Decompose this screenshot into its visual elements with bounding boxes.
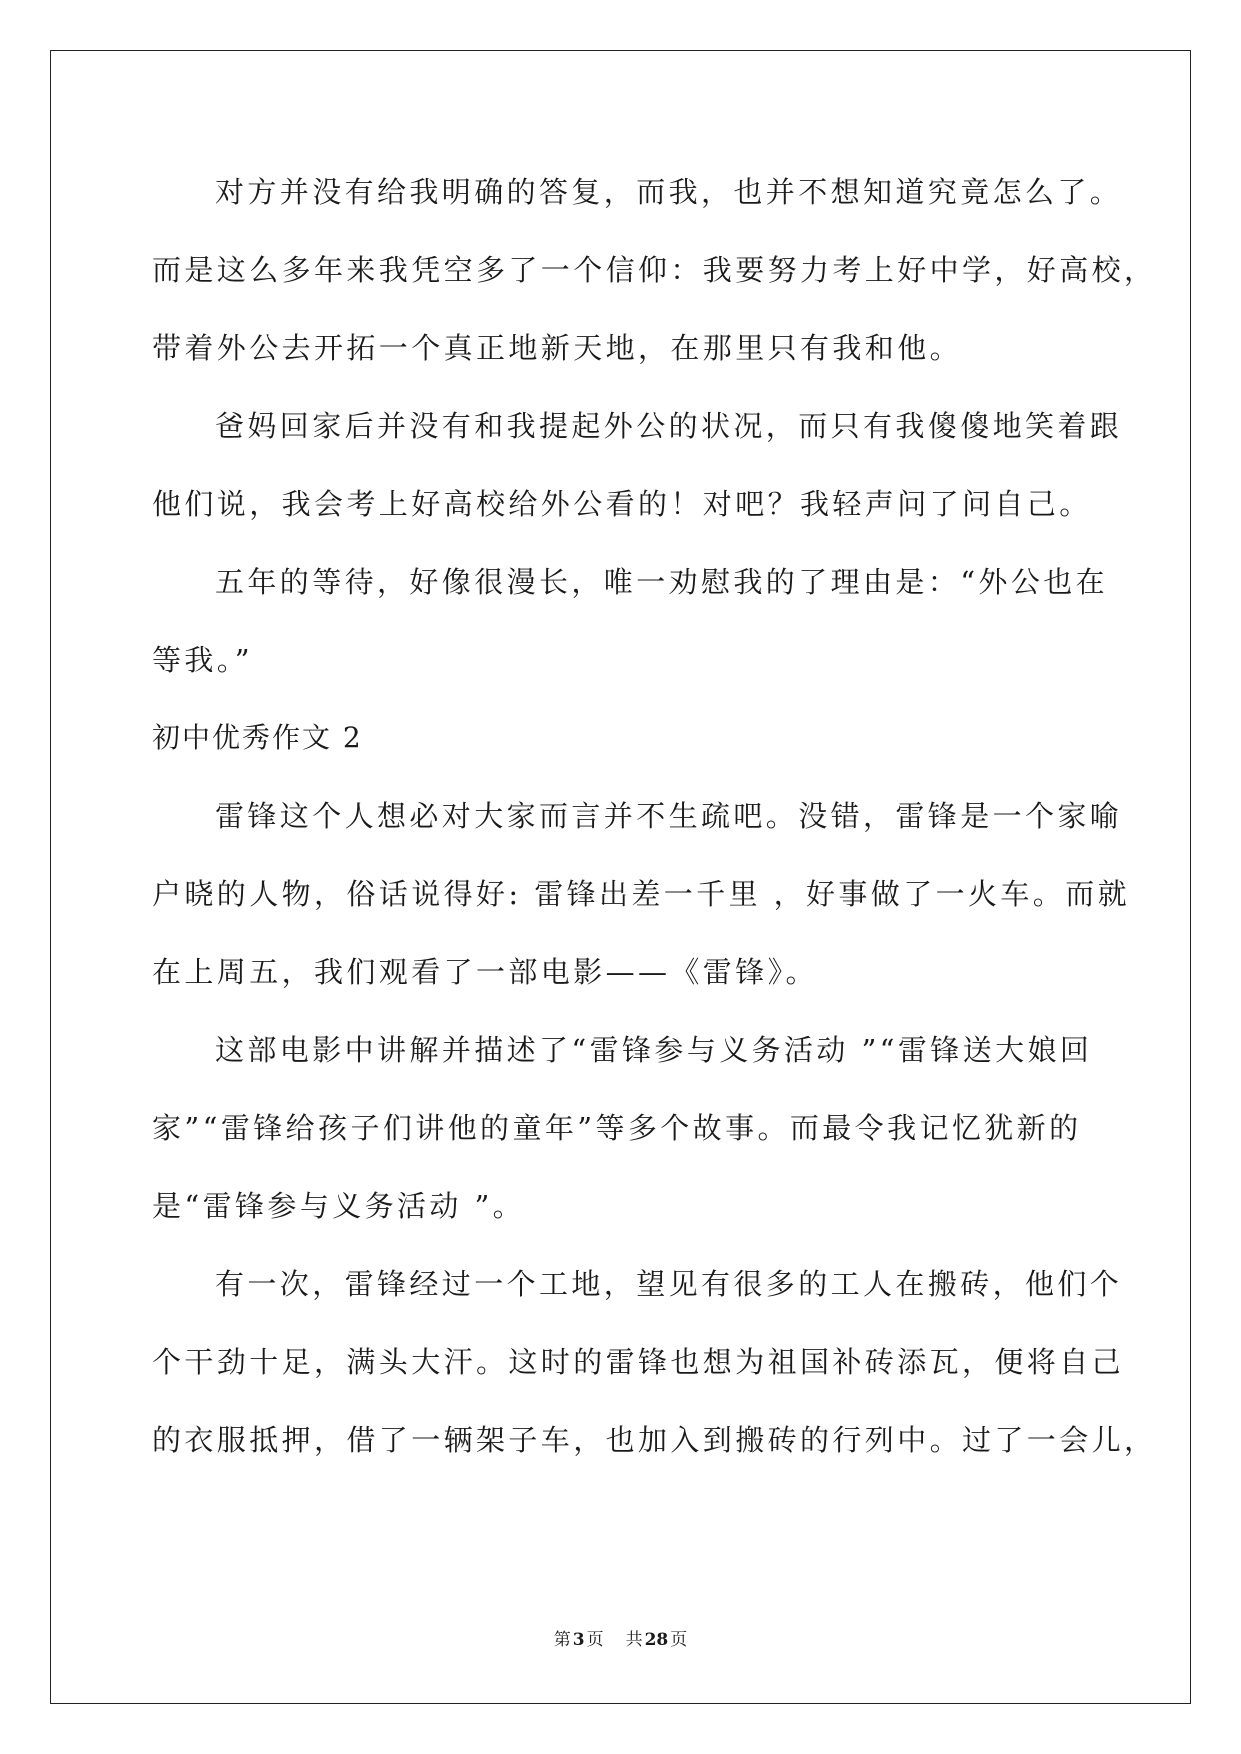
total-pages-number: 28 [644, 1630, 669, 1650]
paragraph-line: 有一次，雷锋经过一个工地，望见有很多的工人在搬砖，他们个 [215, 1267, 1123, 1301]
paragraph-line: 五年的等待，好像很漫长，唯一劝慰我的了理由是：“外公也在 [215, 565, 1109, 599]
footer-total-prefix: 共 [625, 1630, 643, 1650]
section-heading: 初中优秀作文 2 [152, 721, 363, 754]
paragraph-line: 户晓的人物，俗话说得好: 雷锋出差一千里 ，好事做了一火车。而就 [152, 877, 1131, 911]
current-page-number: 3 [572, 1630, 585, 1650]
paragraph-line: 爸妈回家后并没有和我提起外公的状况，而只有我傻傻地笑着跟 [215, 409, 1123, 443]
paragraph-line: 等我。” [152, 643, 253, 677]
page-footer [0, 1628, 1241, 1652]
paragraph-line: 家”“雷锋给孩子们讲他的童年”等多个故事。而最令我记忆犹新的 [152, 1111, 1082, 1145]
paragraph-line: 他们说，我会考上好高校给外公看的！对吧？我轻声问了问自己。 [152, 487, 1092, 521]
footer-prefix: 第 [553, 1630, 571, 1650]
paragraph-line: 个干劲十足，满头大汗。这时的雷锋也想为祖国补砖添瓦，便将自己 [152, 1345, 1125, 1379]
paragraph-line: 这部电影中讲解并描述了“雷锋参与义务活动 ”“雷锋送大娘回 [215, 1033, 1093, 1067]
paragraph-line: 雷锋这个人想必对大家而言并不生疏吧。没错，雷锋是一个家喻 [215, 799, 1123, 833]
footer-total-suffix: 页 [670, 1630, 688, 1650]
paragraph-line: 而是这么多年来我凭空多了一个信仰：我要努力考上好中学，好高校， [152, 253, 1157, 287]
paragraph-line: 是“雷锋参与义务活动 ”。 [152, 1189, 526, 1223]
paragraph-line: 带着外公去开拓一个真正地新天地，在那里只有我和他。 [152, 331, 963, 365]
paragraph-line: 对方并没有给我明确的答复，而我，也并不想知道究竟怎么了。 [215, 175, 1123, 209]
footer-page-suffix: 页 [586, 1630, 604, 1650]
paragraph-line: 的衣服抵押，借了一辆架子车，也加入到搬砖的行列中。过了一会儿， [152, 1423, 1157, 1457]
paragraph-line: 在上周五，我们观看了一部电影——《雷锋》。 [152, 955, 818, 989]
